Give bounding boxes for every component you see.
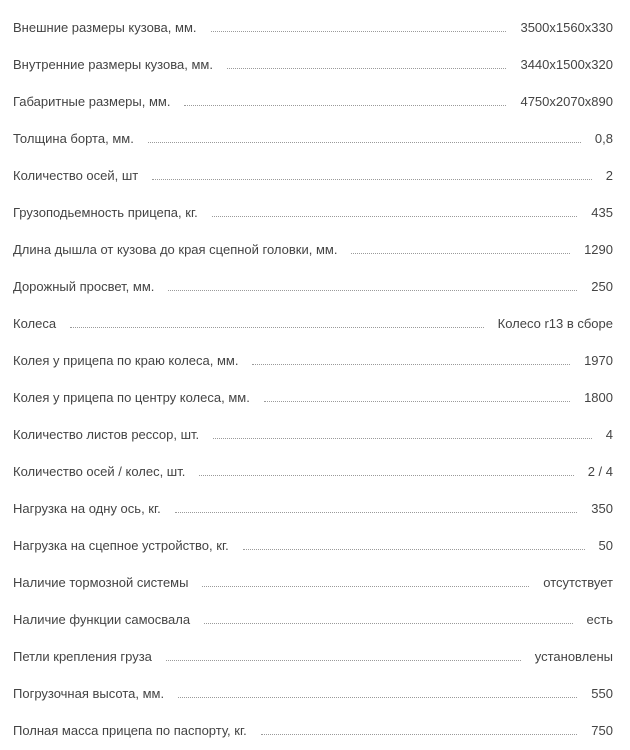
spec-value: 250 [591, 279, 613, 294]
spec-row-axle-count [13, 160, 613, 184]
dotted-leader [261, 734, 578, 735]
spec-value: 4750x2070x890 [520, 94, 613, 109]
spec-row-track-edge [13, 345, 613, 369]
spec-label: Дорожный просвет, мм. [13, 279, 155, 294]
dotted-leader [168, 290, 577, 291]
spec-label: Внешние размеры кузова, мм. [13, 20, 197, 35]
spec-row-axles-wheels [13, 456, 613, 480]
spec-row-leaf-springs [13, 419, 613, 443]
dotted-leader [211, 31, 507, 32]
spec-label: Габаритные размеры, мм. [13, 94, 171, 109]
spec-row-axle-load [13, 493, 613, 517]
spec-value: 1800 [584, 390, 613, 405]
spec-value: 2 [605, 168, 613, 183]
spec-value: 0,8 [594, 131, 613, 146]
spec-row-track-center [13, 382, 613, 406]
spec-value: 1970 [584, 353, 613, 368]
spec-row-overall-size [13, 86, 613, 110]
dotted-leader [252, 364, 570, 365]
spec-value: 3500x1560x330 [520, 20, 613, 35]
spec-row-tipper-function [13, 604, 613, 628]
spec-value: 3440x1500x320 [520, 57, 613, 72]
spec-row-brake-system [13, 567, 613, 591]
spec-value: 550 [591, 686, 613, 701]
spec-label: Погрузочная высота, мм. [13, 686, 165, 701]
dotted-leader [70, 327, 484, 328]
spec-row-gross-weight [13, 715, 613, 739]
spec-label: Количество листов рессор, шт. [13, 427, 200, 442]
spec-label: Колеса [13, 316, 57, 331]
spec-value: 750 [591, 723, 613, 738]
dotted-leader [166, 660, 521, 661]
spec-label: Полная масса прицепа по паспорту, кг. [13, 723, 247, 738]
spec-value: 435 [591, 205, 613, 220]
spec-label: Нагрузка на сцепное устройство, кг. [13, 538, 229, 553]
dotted-leader [178, 697, 577, 698]
dotted-leader [184, 105, 506, 106]
dotted-leader [264, 401, 570, 402]
spec-label: Петли крепления груза [13, 649, 152, 664]
dotted-leader [202, 586, 529, 587]
spec-value: отсутствует [543, 575, 613, 590]
dotted-leader [175, 512, 578, 513]
spec-label: Наличие функции самосвала [13, 612, 191, 627]
spec-row-inner-body-size [13, 49, 613, 73]
spec-label: Количество осей / колес, шт. [13, 464, 186, 479]
spec-row-side-thickness [13, 123, 613, 147]
spec-row-ground-clearance [13, 271, 613, 295]
spec-value: 1290 [584, 242, 613, 257]
dotted-leader [148, 142, 581, 143]
spec-row-outer-body-size [13, 12, 613, 36]
spec-value: установлены [534, 649, 613, 664]
spec-value: есть [586, 612, 613, 627]
spec-label: Внутренние размеры кузова, мм. [13, 57, 213, 72]
spec-value: 350 [591, 501, 613, 516]
spec-value: 50 [598, 538, 613, 553]
spec-row-cargo-loops [13, 641, 613, 665]
spec-row-loading-height [13, 678, 613, 702]
spec-label: Нагрузка на одну ось, кг. [13, 501, 161, 516]
spec-value: 4 [605, 427, 613, 442]
spec-label: Колея у прицепа по краю колеса, мм. [13, 353, 239, 368]
dotted-leader [227, 68, 507, 69]
spec-label: Грузоподьемность прицепа, кг. [13, 205, 198, 220]
dotted-leader [212, 216, 578, 217]
spec-value: Колесо r13 в сборе [497, 316, 613, 331]
dotted-leader [213, 438, 592, 439]
spec-label: Наличие тормозной системы [13, 575, 189, 590]
spec-label: Количество осей, шт [13, 168, 139, 183]
spec-label: Длина дышла от кузова до края сцепной головки, мм. [13, 242, 338, 257]
spec-row-hitch-load [13, 530, 613, 554]
spec-row-payload [13, 197, 613, 221]
dotted-leader [199, 475, 573, 476]
spec-value: 2 / 4 [587, 464, 613, 479]
dotted-leader [243, 549, 585, 550]
spec-row-drawbar-length [13, 234, 613, 258]
spec-label: Колея у прицепа по центру колеса, мм. [13, 390, 250, 405]
dotted-leader [204, 623, 572, 624]
spec-label: Толщина борта, мм. [13, 131, 134, 146]
spec-row-wheels [13, 308, 613, 332]
dotted-leader [152, 179, 592, 180]
dotted-leader [351, 253, 570, 254]
